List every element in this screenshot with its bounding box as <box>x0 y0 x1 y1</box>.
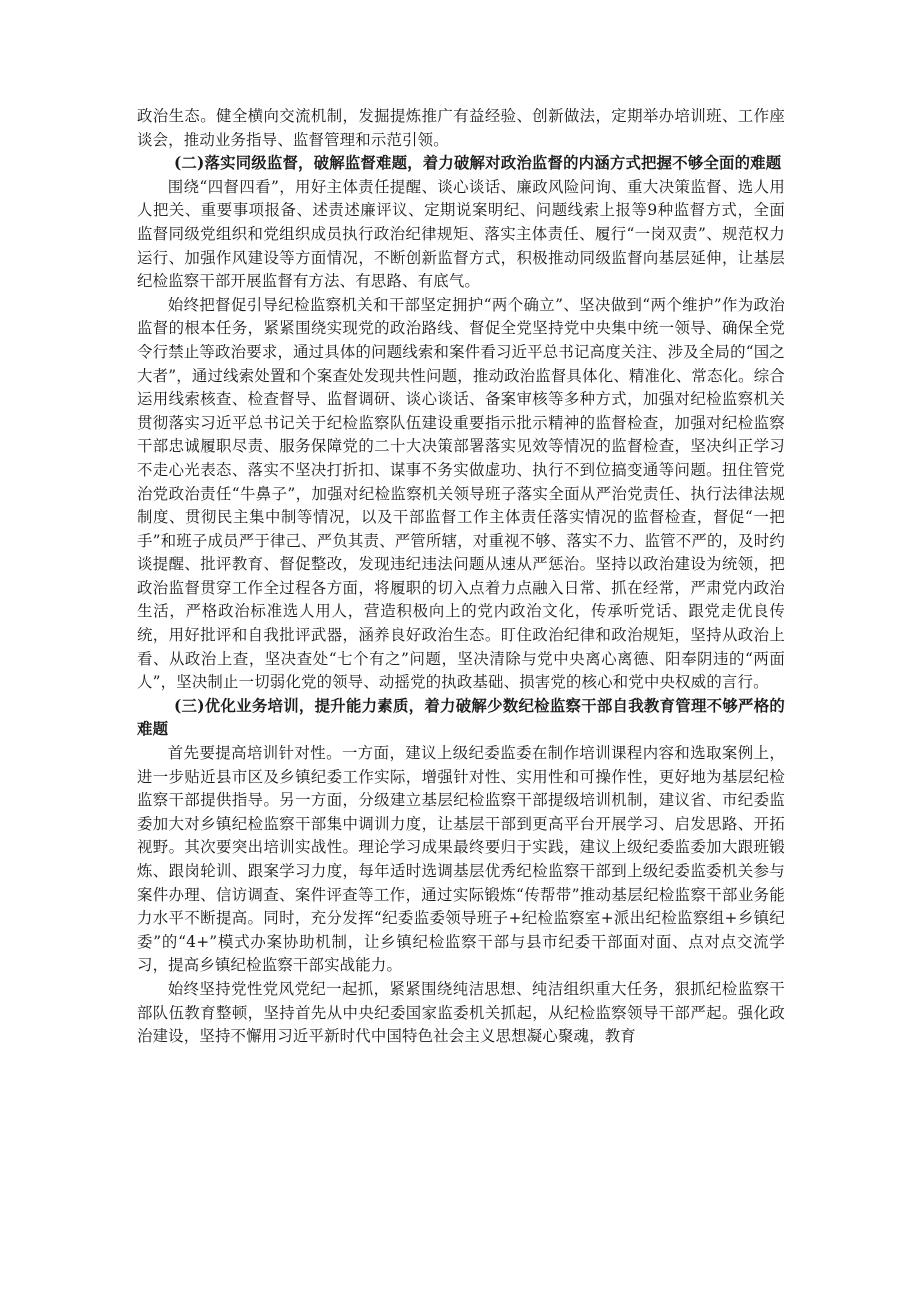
paragraph-political-supervision: 始终把督促引导纪检监察机关和干部坚定拥护“两个确立”、坚决做到“两个维护”作为政治监督的根本任务，紧紧围绕实现党的政治路线、督促全党坚持党中央集中统一领导、确保全党令行禁止等政治要求，通过具体的问题线索和案件看习近平总书记高度关注、涉及全局的“国之大者”，通过线索处置和个案查处发现共性问题，推动政治监督具体化、精准化、常态化。综合运用线索核查、检查督导、监督调研、谈心谈话、备案审核等多种方式，加强对纪检监察机关贯彻落实习近平总书记关于纪检监察队伍建设重要指示批示精神的监督检查，加强对纪检监察干部忠诚履职尽责、服务保障党的二十大决策部署落实见效等情况的监督检查，坚决纠正学习不走心光表态、落实不坚决打折扣、谋事不务实做虚功、执行不到位搞变通等问题。扭住管党治党政治责任“牛鼻子”，加强对纪检监察机关领导班子落实全面从严治党责任、执行法律法规制度、贯彻民主集中制等情况，以及干部监督工作主体责任落实情况的监督检查，督促“一把手”和班子成员严于律己、严负其责、严管所辖，对重视不够、落实不力、监管不严的，及时约谈提醒、批评教育、督促整改，发现违纪违法问题从速从严惩治。坚持以政治建设为统领，把政治监督贯穿工作全过程各方面，将履职的切入点着力点融入日常、抓在经常，严肃党内政治生活，严格政治标准选人用人，营造积极向上的党内政治文化，传承听党话、跟党走优良传统，用好批评和自我批评武器，涵养良好政治生态。盯住政治纪律和政治规矩，坚持从政治上看、从政治上查，坚决查处“七个有之”问题，坚决清除与党中央离心离德、阳奉阴违的“两面人”，坚决制止一切弱化党的领导、动摇党的执政基础、损害党的核心和党中央权威的言行。 <box>137 295 785 692</box>
document-body <box>137 105 785 1049</box>
paragraph-four-supervision: 围绕“四督四看”，用好主体责任提醒、谈心谈话、廉政风险问询、重大决策监督、选人用人把关、重要事项报备、述责述廉评议、定期说案明纪、问题线索上报等9种监督方式，全面监督同级党组织和党组织成员执行政治纪律规矩、落实主体责任、履行“一岗双责”、规范权力运行、加强作风建设等方面情况，不断创新监督方式，积极推动同级监督向基层延伸，让基层纪检监察干部开展监督有方法、有思路、有底气。 <box>137 177 785 291</box>
section-heading-2: (二)落实同级监督，破解监督难题，着力破解对政治监督的内涵方式把握不够全面的难题 <box>173 154 782 173</box>
paragraph-continuation: 政治生态。健全横向交流机制，发掘提炼推广有益经验、创新做法，定期举办培训班、工作座谈会，推动业务指导、监督管理和示范引领。 <box>137 107 785 149</box>
section-heading-3: (三)优化业务培训，提升能力素质，着力破解少数纪检监察干部自我教育管理不够严格的难题 <box>137 696 785 739</box>
paragraph-party-discipline: 始终坚持党性党风党纪一起抓，紧紧围绕纯洁思想、纯洁组织重大任务，狠抓纪检监察干部队伍教育整顿，坚持首先从中央纪委国家监委机关抓起，从纪检监察领导干部严起。强化政治建设，坚持不懈用习近平新时代中国特色社会主义思想凝心聚魂，教育 <box>137 979 785 1046</box>
paragraph-training: 首先要提高培训针对性。一方面，建议上级纪委监委在制作培训课程内容和选取案例上，进一步贴近县市区及乡镇纪委工作实际，增强针对性、实用性和可操作性，更好地为基层纪检监察干部提供指导。另一方面，分级建立基层纪检监察干部提级培训机制，建议省、市纪委监委加大对乡镇纪检监察干部集中调训力度，让基层干部到更高平台开展学习、启发思路、开拓视野。其次要突出培训实战性。理论学习成果最终要归于实践，建议上级纪委监委加大跟班锻炼、跟岗轮训、跟案学习力度，每年适时选调基层优秀纪检监察干部到上级纪委监委机关参与案件办理、信访调查、案件评查等工作，通过实际锻炼“传帮带”推动基层纪检监察干部业务能力水平不断提高。同时，充分发挥“纪委监委领导班子+纪检监察室+派出纪检监察组+乡镇纪委”的“4+”模式办案协助机制，让乡镇纪检监察干部与县市纪委干部面对面、点对点交流学习，提高乡镇纪检监察干部实战能力。 <box>137 744 785 975</box>
